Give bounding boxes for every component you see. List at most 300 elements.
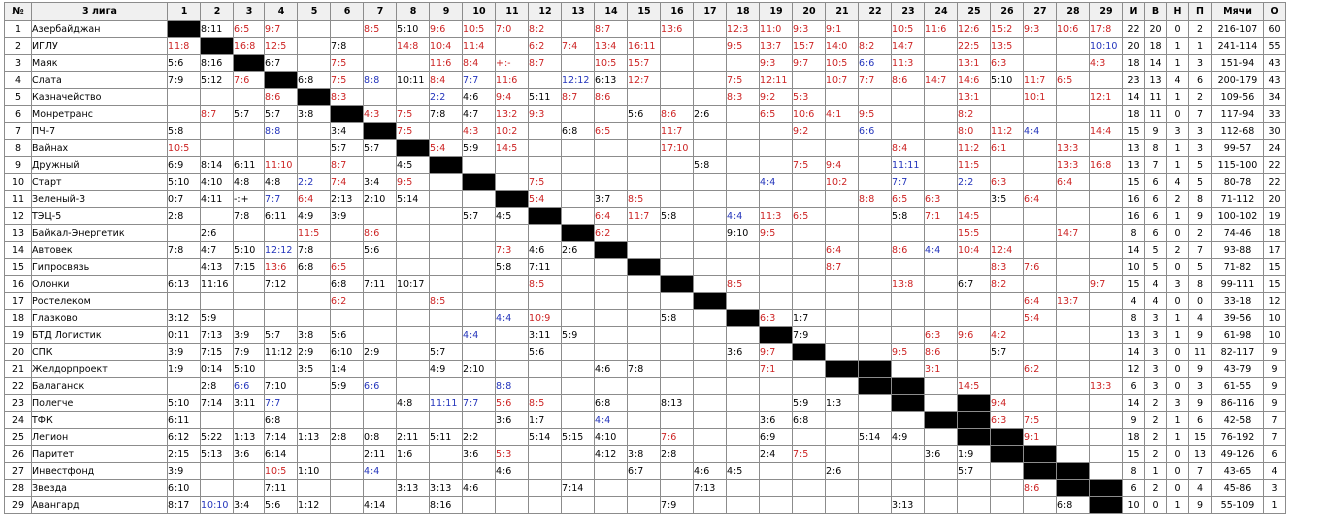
match-result: 12:3: [727, 21, 760, 38]
match-result: [793, 259, 826, 276]
match-result: [826, 497, 859, 514]
match-result: [826, 140, 859, 157]
match-result: 6:9: [760, 429, 793, 446]
match-result: 8:3: [331, 89, 364, 106]
match-result: [463, 191, 496, 208]
match-result: 3:4: [234, 497, 265, 514]
team-stat-И: 16: [1123, 191, 1145, 208]
match-result: 6:10: [331, 344, 364, 361]
match-result: 8:7: [201, 106, 234, 123]
match-result: 14:7: [892, 38, 925, 55]
match-result: [298, 21, 331, 38]
team-name: Маяк: [32, 55, 168, 72]
match-result: 0:11: [168, 327, 201, 344]
match-result: 8:6: [265, 89, 298, 106]
match-result: 2:10: [463, 361, 496, 378]
match-result: [892, 463, 925, 480]
team-goals: 43-79: [1212, 361, 1264, 378]
match-result: [991, 225, 1024, 242]
match-result: [991, 378, 1024, 395]
match-result: [234, 463, 265, 480]
match-result: 8:2: [991, 276, 1024, 293]
match-result: [760, 191, 793, 208]
match-result: [1090, 174, 1123, 191]
match-result: 12:1: [1090, 89, 1123, 106]
match-result: [628, 310, 661, 327]
match-result: [234, 89, 265, 106]
match-result: 8:4: [892, 140, 925, 157]
match-result: 8:8: [496, 378, 529, 395]
team-stat-В: 6: [1145, 208, 1167, 225]
match-result: 9:3: [760, 55, 793, 72]
match-result: 9:7: [793, 55, 826, 72]
diagonal-cell: [331, 106, 364, 123]
team-stat-В: 2: [1145, 412, 1167, 429]
team-stat-П: 3: [1189, 140, 1212, 157]
match-result: 14:5: [496, 140, 529, 157]
match-result: 5:4: [1024, 310, 1057, 327]
match-result: 4:4: [925, 242, 958, 259]
match-result: [826, 276, 859, 293]
match-result: [364, 55, 397, 72]
match-result: [1057, 55, 1090, 72]
match-result: [562, 259, 595, 276]
team-stat-П: 5: [1189, 157, 1212, 174]
match-result: [925, 395, 958, 412]
match-result: [1024, 497, 1057, 514]
match-result: 16:8: [234, 38, 265, 55]
match-result: [463, 497, 496, 514]
match-result: [859, 412, 892, 429]
match-result: [562, 21, 595, 38]
match-result: [727, 123, 760, 140]
match-result: [595, 157, 628, 174]
match-result: [892, 361, 925, 378]
diagonal-cell: [1057, 480, 1090, 497]
match-result: [793, 293, 826, 310]
match-result: 7:10: [265, 378, 298, 395]
match-result: 4:6: [463, 480, 496, 497]
team-stat-П: 11: [1189, 344, 1212, 361]
match-result: 5:10: [397, 21, 430, 38]
match-result: 8:7: [595, 21, 628, 38]
match-result: [958, 480, 991, 497]
match-result: 4:11: [201, 191, 234, 208]
match-result: 5:8: [694, 157, 727, 174]
match-result: 4:8: [234, 174, 265, 191]
team-number: 2: [5, 38, 32, 55]
table-row: [5, 174, 1286, 191]
match-result: 10:5: [892, 21, 925, 38]
match-result: 3:8: [298, 327, 331, 344]
match-result: [661, 463, 694, 480]
team-name: СПК: [32, 344, 168, 361]
match-result: 9:7: [1090, 276, 1123, 293]
match-result: [991, 106, 1024, 123]
match-result: 6:13: [595, 72, 628, 89]
match-result: 8:6: [892, 242, 925, 259]
match-result: 7:6: [234, 72, 265, 89]
match-result: [496, 276, 529, 293]
match-result: [991, 361, 1024, 378]
team-name: Балаганск: [32, 378, 168, 395]
match-result: [826, 123, 859, 140]
team-stat-П: 7: [1189, 242, 1212, 259]
match-result: 5:6: [364, 242, 397, 259]
match-result: 9:5: [892, 344, 925, 361]
match-result: [793, 429, 826, 446]
team-name: Паритет: [32, 446, 168, 463]
match-result: 12:5: [265, 38, 298, 55]
header-opponent-13: 13: [562, 3, 595, 21]
match-result: 3:4: [364, 174, 397, 191]
diagonal-cell: [859, 361, 892, 378]
match-result: [201, 208, 234, 225]
match-result: [859, 242, 892, 259]
match-result: [661, 327, 694, 344]
match-result: [859, 344, 892, 361]
match-result: 15:7: [628, 55, 661, 72]
match-result: 5:10: [168, 174, 201, 191]
match-result: 2:9: [364, 344, 397, 361]
match-result: 15:2: [991, 21, 1024, 38]
match-result: 9:10: [727, 225, 760, 242]
team-goals: 100-102: [1212, 208, 1264, 225]
match-result: [628, 395, 661, 412]
team-stat-Н: 4: [1167, 174, 1189, 191]
match-result: 8:4: [430, 72, 463, 89]
team-stat-И: 12: [1123, 361, 1145, 378]
match-result: 6:14: [265, 446, 298, 463]
match-result: 5:9: [201, 310, 234, 327]
match-result: 7:11: [265, 480, 298, 497]
match-result: [298, 446, 331, 463]
team-stat-Н: 1: [1167, 208, 1189, 225]
match-result: [364, 208, 397, 225]
match-result: [694, 208, 727, 225]
match-result: [925, 429, 958, 446]
team-number: 22: [5, 378, 32, 395]
team-stat-И: 18: [1123, 55, 1145, 72]
match-result: 5:9: [463, 140, 496, 157]
match-result: [1024, 225, 1057, 242]
match-result: 4:6: [694, 463, 727, 480]
match-result: 1:4: [331, 361, 364, 378]
match-result: [1024, 395, 1057, 412]
match-result: 14:6: [958, 72, 991, 89]
match-result: [892, 225, 925, 242]
match-result: 6:8: [298, 72, 331, 89]
match-result: 3:9: [234, 327, 265, 344]
match-result: 3:9: [168, 463, 201, 480]
match-result: 6:5: [331, 259, 364, 276]
match-result: -:+: [234, 191, 265, 208]
match-result: [562, 378, 595, 395]
match-result: [727, 327, 760, 344]
match-result: 8:3: [727, 89, 760, 106]
team-points: 19: [1264, 208, 1286, 225]
match-result: 9:6: [430, 21, 463, 38]
team-stat-Н: 2: [1167, 191, 1189, 208]
match-result: [595, 140, 628, 157]
match-result: [892, 480, 925, 497]
match-result: [1090, 310, 1123, 327]
header-opponent-7: 7: [364, 3, 397, 21]
match-result: 3:4: [331, 123, 364, 140]
header-opponent-21: 21: [826, 3, 859, 21]
table-row: [5, 446, 1286, 463]
team-points: 22: [1264, 174, 1286, 191]
match-result: 7:8: [234, 208, 265, 225]
match-result: [1057, 276, 1090, 293]
match-result: 2:8: [661, 446, 694, 463]
team-points: 3: [1264, 480, 1286, 497]
match-result: 5:6: [496, 395, 529, 412]
match-result: 6:3: [991, 55, 1024, 72]
match-result: [595, 463, 628, 480]
match-result: [859, 463, 892, 480]
table-row: [5, 21, 1286, 38]
team-stat-П: 8: [1189, 276, 1212, 293]
diagonal-cell: [991, 429, 1024, 446]
match-result: [958, 259, 991, 276]
match-result: [661, 225, 694, 242]
header-opponent-19: 19: [760, 3, 793, 21]
match-result: 10:1: [1024, 89, 1057, 106]
header-number: №: [5, 3, 32, 21]
match-result: [859, 174, 892, 191]
team-number: 10: [5, 174, 32, 191]
team-stat-П: 15: [1189, 429, 1212, 446]
team-goals: 80-78: [1212, 174, 1264, 191]
match-result: [529, 72, 562, 89]
match-result: [694, 21, 727, 38]
match-result: [958, 361, 991, 378]
team-stat-И: 18: [1123, 429, 1145, 446]
match-result: [463, 276, 496, 293]
match-result: 10:6: [1057, 21, 1090, 38]
match-result: [463, 293, 496, 310]
match-result: [1024, 174, 1057, 191]
match-result: 8:5: [430, 293, 463, 310]
match-result: 9:2: [760, 89, 793, 106]
match-result: [925, 106, 958, 123]
match-result: 7:8: [298, 242, 331, 259]
match-result: [562, 55, 595, 72]
table-row: [5, 157, 1286, 174]
match-result: [1057, 242, 1090, 259]
match-result: [760, 242, 793, 259]
match-result: [496, 225, 529, 242]
match-result: 3:1: [925, 361, 958, 378]
match-result: [694, 123, 727, 140]
match-result: 3:13: [397, 480, 430, 497]
match-result: [925, 480, 958, 497]
team-number: 9: [5, 157, 32, 174]
match-result: 6:5: [234, 21, 265, 38]
match-result: 13:6: [661, 21, 694, 38]
match-result: 5:13: [201, 446, 234, 463]
match-result: 8:8: [364, 72, 397, 89]
team-number: 4: [5, 72, 32, 89]
match-result: [925, 378, 958, 395]
match-result: 9:3: [529, 106, 562, 123]
match-result: [298, 310, 331, 327]
match-result: [1090, 259, 1123, 276]
match-result: [298, 480, 331, 497]
match-result: 0:14: [201, 361, 234, 378]
team-stat-И: 6: [1123, 480, 1145, 497]
diagonal-cell: [463, 174, 496, 191]
match-result: [925, 276, 958, 293]
team-name: ТФК: [32, 412, 168, 429]
match-result: [760, 378, 793, 395]
header-opponent-10: 10: [463, 3, 496, 21]
match-result: 11:4: [463, 38, 496, 55]
match-result: 10:11: [397, 72, 430, 89]
team-name: Монретранс: [32, 106, 168, 123]
match-result: [1057, 395, 1090, 412]
match-result: [1057, 208, 1090, 225]
match-result: 6:8: [793, 412, 826, 429]
match-result: [628, 21, 661, 38]
team-points: 55: [1264, 38, 1286, 55]
match-result: [562, 293, 595, 310]
match-result: 2:6: [826, 463, 859, 480]
match-result: [694, 174, 727, 191]
match-result: 7:6: [661, 429, 694, 446]
match-result: 6:9: [168, 157, 201, 174]
match-result: [331, 310, 364, 327]
match-result: 10:6: [793, 106, 826, 123]
match-result: [760, 157, 793, 174]
match-result: 8:7: [826, 259, 859, 276]
diagonal-cell: [595, 242, 628, 259]
match-result: [892, 446, 925, 463]
match-result: [364, 480, 397, 497]
diagonal-cell: [562, 225, 595, 242]
match-result: [331, 480, 364, 497]
match-result: 7:12: [265, 276, 298, 293]
header-opponent-23: 23: [892, 3, 925, 21]
match-result: [562, 106, 595, 123]
match-result: 8:2: [529, 21, 562, 38]
match-result: 6:4: [595, 208, 628, 225]
match-result: 1:3: [826, 395, 859, 412]
team-name: Авангард: [32, 497, 168, 514]
match-result: 3:6: [496, 412, 529, 429]
match-result: [1057, 38, 1090, 55]
match-result: [628, 174, 661, 191]
match-result: [859, 446, 892, 463]
match-result: [1090, 140, 1123, 157]
match-result: [925, 38, 958, 55]
team-stat-В: 8: [1145, 140, 1167, 157]
match-result: 11:2: [991, 123, 1024, 140]
match-result: 10:5: [265, 463, 298, 480]
match-result: [364, 412, 397, 429]
team-goals: 33-18: [1212, 293, 1264, 310]
match-result: [892, 106, 925, 123]
team-goals: 45-86: [1212, 480, 1264, 497]
team-stat-П: 4: [1189, 480, 1212, 497]
match-result: 8:6: [1024, 480, 1057, 497]
match-result: 15:5: [958, 225, 991, 242]
team-name: Казначейство: [32, 89, 168, 106]
match-result: 3:6: [925, 446, 958, 463]
team-stat-П: 8: [1189, 191, 1212, 208]
team-stat-В: 3: [1145, 310, 1167, 327]
team-points: 7: [1264, 412, 1286, 429]
match-result: 7:1: [760, 361, 793, 378]
match-result: 8:6: [661, 106, 694, 123]
diagonal-cell: [496, 191, 529, 208]
team-stat-Н: 1: [1167, 327, 1189, 344]
diagonal-cell: [1024, 463, 1057, 480]
match-result: 5:7: [331, 140, 364, 157]
match-result: 11:6: [430, 55, 463, 72]
match-result: 5:3: [793, 89, 826, 106]
match-result: [793, 497, 826, 514]
match-result: 5:7: [265, 327, 298, 344]
team-stat-П: 13: [1189, 446, 1212, 463]
match-result: 4:6: [496, 463, 529, 480]
match-result: 6:3: [925, 191, 958, 208]
team-goals: 109-56: [1212, 89, 1264, 106]
diagonal-cell: [265, 72, 298, 89]
team-stat-П: 1: [1189, 38, 1212, 55]
match-result: [397, 361, 430, 378]
match-result: 10:17: [397, 276, 430, 293]
match-result: [1090, 412, 1123, 429]
team-number: 3: [5, 55, 32, 72]
team-goals: 42-58: [1212, 412, 1264, 429]
match-result: [727, 446, 760, 463]
match-result: [1090, 344, 1123, 361]
match-result: [1024, 327, 1057, 344]
team-points: 22: [1264, 157, 1286, 174]
team-goals: 117-94: [1212, 106, 1264, 123]
match-result: 9:5: [760, 225, 793, 242]
match-result: 6:7: [958, 276, 991, 293]
match-result: [694, 276, 727, 293]
match-result: [298, 395, 331, 412]
match-result: 11:8: [168, 38, 201, 55]
match-result: 5:14: [859, 429, 892, 446]
match-result: [925, 174, 958, 191]
match-result: [1090, 225, 1123, 242]
match-result: [859, 157, 892, 174]
match-result: [201, 412, 234, 429]
match-result: 7:5: [529, 174, 562, 191]
match-result: 8:0: [958, 123, 991, 140]
team-number: 6: [5, 106, 32, 123]
team-number: 7: [5, 123, 32, 140]
match-result: 7:5: [331, 55, 364, 72]
header-opponent-3: 3: [234, 3, 265, 21]
match-result: 10:2: [826, 174, 859, 191]
match-result: [298, 55, 331, 72]
match-result: [892, 293, 925, 310]
match-result: [331, 463, 364, 480]
match-result: [793, 480, 826, 497]
match-result: [562, 191, 595, 208]
match-result: [364, 361, 397, 378]
match-result: 12:6: [958, 21, 991, 38]
match-result: [298, 123, 331, 140]
team-points: 12: [1264, 293, 1286, 310]
diagonal-cell: [661, 276, 694, 293]
